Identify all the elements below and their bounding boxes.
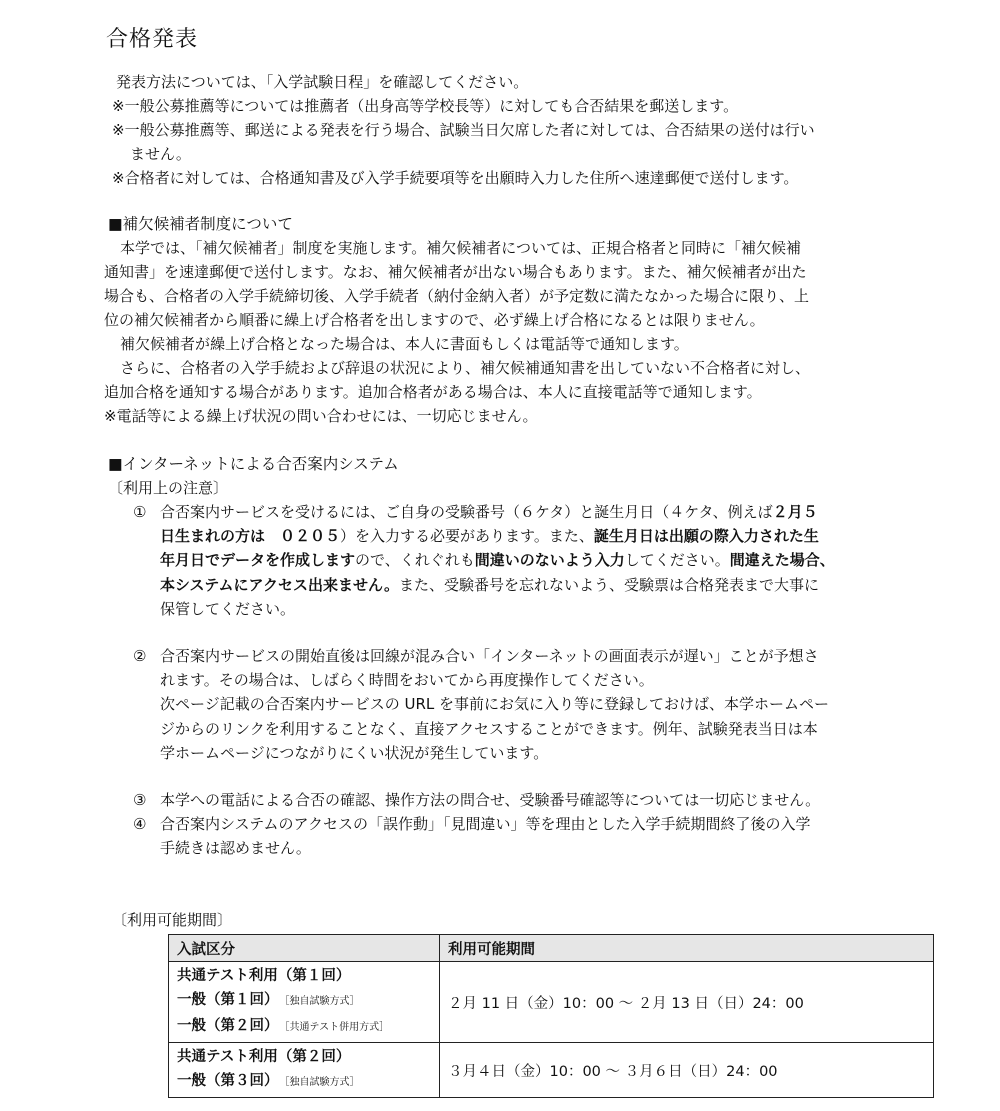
body-text: ジからのリンクを利用することなく、直接アクセスすることができます。例年、試験発表当日は本	[160, 719, 818, 738]
body-text: 合否案内システムのアクセスの「誤作動」「見間違い」等を理由とした入学手続期間終了後の入学	[160, 815, 811, 833]
paragraph-line: さらに、合格者の入学手続および辞退の状況により、補欠候補通知書を出していない不合格者に対し、	[120, 359, 811, 377]
period-table	[168, 934, 934, 1098]
paragraph-line: 位の補欠候補者から順番に繰上げ合格者を出しますので、必ず繰上げ合格になるとは限りません。	[104, 311, 765, 329]
exam-method-note: ［独自試験方式］	[284, 996, 360, 1007]
item-number: ②	[133, 647, 147, 665]
period-heading: 〔利用可能期間〕	[112, 911, 233, 929]
item-number: ③	[133, 791, 147, 809]
exam-category-cell	[169, 1043, 440, 1098]
body-text: 合否案内サービスを受けるには、ご自身の受験番号（６ケタ）と誕生月日（４ケタ、例えば	[160, 503, 773, 521]
exam-name	[177, 1045, 431, 1069]
emphasis-text: 日生まれの方は ０２０５	[160, 527, 341, 546]
item-line	[160, 502, 818, 522]
body-text: 手続きは認めません。	[160, 839, 311, 858]
announce-line: 発表方法については、「入学試験日程」を確認してください。	[116, 73, 529, 91]
item-line	[160, 790, 820, 810]
body-text: してください。	[624, 551, 730, 570]
exam-title: 一般（第３回）	[177, 1073, 279, 1089]
announce-line: ません。	[130, 145, 191, 163]
table-header-row	[169, 935, 934, 962]
body-text: れます。その場合は、しばらく時間をおいてから再度操作してください。	[160, 671, 654, 690]
paragraph-line: ※電話等による繰上げ状況の問い合わせには、一切応じません。	[104, 407, 538, 425]
item-line	[160, 646, 819, 666]
body-text: ので、くれぐれも	[355, 551, 475, 570]
body-text: ）を入力する必要があります。また、	[340, 527, 594, 546]
emphasis-text: 間違いのないよう入力	[474, 551, 625, 570]
item-line	[160, 550, 835, 570]
body-text: また、受験番号を忘れないよう、受験票は合格発表まで大事に	[398, 575, 819, 594]
body-text: 学ホームページにつながりにくい状況が発生しています。	[160, 743, 549, 762]
emphasis-text: 間違えた場合、	[729, 551, 835, 570]
exam-name	[177, 1014, 431, 1040]
announce-line: ※合格者に対しては、合格通知書及び入学手続要項等を出願時入力した住所へ速達郵便で送付します。	[112, 169, 799, 187]
exam-title: 共通テスト利用（第２回）	[177, 1049, 351, 1065]
table-row	[169, 1043, 934, 1098]
paragraph-line: 場合も、合格者の入学手続締切後、入学手続者（納付金納入者）が予定数に満たなかった場合に限り、上	[104, 287, 810, 305]
paragraph-line: 本学では、「補欠候補者」制度を実施します。補欠候補者については、正規合格者と同時に「補欠候補	[120, 239, 802, 257]
item-line	[160, 814, 811, 834]
emphasis-text: 年月日でデータを作成します	[160, 551, 356, 570]
exam-title: 共通テスト利用（第１回）	[177, 968, 351, 984]
emphasis-text: 本システムにアクセス出来ません。	[160, 575, 399, 594]
exam-method-note: ［共通テスト併用方式］	[284, 1022, 390, 1033]
section-heading: ■インターネットによる合否案内システム	[108, 455, 399, 473]
emphasis-text: ２月５	[772, 503, 818, 521]
column-header: 入試区分	[169, 935, 440, 962]
announce-line: ※一般公募推薦等については推薦者（出身高等学校長等）に対しても合否結果を郵送します。	[112, 97, 739, 115]
page-title: 合格発表	[106, 27, 199, 52]
exam-name	[177, 964, 431, 988]
item-line	[160, 838, 311, 858]
period-cell: ２月 11 日（金）10：00 〜 ２月 13 日（日）24：00	[440, 962, 934, 1043]
item-line	[160, 743, 548, 763]
paragraph-line: 通知書」を速達郵便で送付します。なお、補欠候補者が出ない場合もあります。また、補欠候補者が出た	[104, 263, 807, 281]
item-line	[160, 694, 829, 714]
period-cell: ３月４日（金）10：00 〜 ３月６日（日）24：00	[440, 1043, 934, 1098]
paragraph-line: 補欠候補者が繰上げ合格となった場合は、本人に書面もしくは電話等で通知します。	[120, 335, 689, 353]
exam-name	[177, 988, 431, 1014]
body-text: 合否案内サービスの開始直後は回線が混み合い「インターネットの画面表示が遅い」ことが予想さ	[160, 647, 819, 665]
exam-category-cell	[169, 962, 440, 1043]
item-number: ④	[133, 815, 147, 833]
paragraph-line: 追加合格を通知する場合があります。追加合格者がある場合は、本人に直接電話等で通知します。	[104, 383, 762, 401]
item-line	[160, 526, 819, 546]
table-row	[169, 962, 934, 1043]
exam-method-note: ［独自試験方式］	[284, 1077, 360, 1088]
item-line	[160, 575, 819, 595]
announce-line: ※一般公募推薦等、郵送による発表を行う場合、試験当日欠席した者に対しては、合否結果の送付は行い	[112, 121, 815, 139]
subheading: 〔利用上の注意〕	[108, 479, 229, 497]
emphasis-text: 誕生月日は出願の際入力された生	[593, 527, 819, 546]
body-text: 本学への電話による合否の確認、操作方法の問合せ、受験番号確認等については一切応じません。	[160, 791, 821, 809]
item-line	[160, 719, 818, 739]
item-line	[160, 599, 295, 619]
exam-title: 一般（第２回）	[177, 1018, 279, 1034]
body-text: 次ページ記載の合否案内サービスの URL を事前にお気に入り等に登録しておけば、本学ホームペー	[160, 695, 829, 714]
item-number: ①	[133, 503, 147, 521]
body-text: 保管してください。	[160, 599, 296, 618]
exam-title: 一般（第１回）	[177, 992, 279, 1008]
section-heading: ■補欠候補者制度について	[108, 215, 293, 233]
exam-name	[177, 1069, 431, 1095]
column-header: 利用可能期間	[440, 935, 934, 962]
item-line	[160, 670, 654, 690]
